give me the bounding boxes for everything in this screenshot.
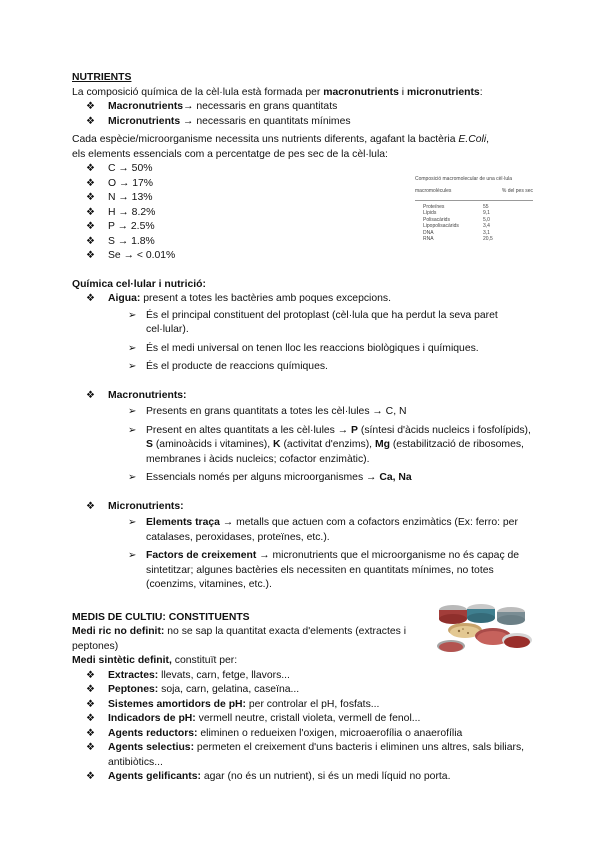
diamond-bullet-icon: ❖ <box>86 192 95 203</box>
diamond-bullet-icon: ❖ <box>86 293 95 304</box>
diamond-bullet-icon: ❖ <box>86 771 95 782</box>
table-row: Lipopolisacàrids 3,4 <box>423 223 490 229</box>
table-row: Lípids 9,1 <box>423 210 490 216</box>
sub-item: ➢ Elements traça → metalls que actuen com a cofactors enzimàtics (Ex: ferro: per catalases, peroxidases, proteïnes, etc.). <box>128 517 518 543</box>
diamond-bullet-icon: ❖ <box>86 115 95 127</box>
quimica-heading: Química cel·lular i nutrició: <box>72 278 206 290</box>
list-item: ❖ Agents reductors: eliminen o redueixen l'oxigen, microaerofília o anaerofília <box>72 727 532 742</box>
nutrients-intro: La composició química de la cèl·lula està formada per macronutrients i micronutrients: <box>72 86 483 98</box>
list-item: ❖ Agents selectius: permeten el creixement d'uns bacteris i eliminen uns altres, sals biliars, antibiòtics... <box>86 742 525 768</box>
sub-item: ➢ És el principal constituent del protoplast (cèl·lula que ha perdut la seva paret cel·lular). <box>128 309 498 335</box>
ecoli-paragraph: Cada espècie/microorganisme necessita uns nutrients diferents, agafant la bactèria E.Coli, <box>72 134 490 145</box>
petri-dish <box>439 614 467 624</box>
table-figure-title: Composició macromolecular de una cèl·lula <box>415 176 512 182</box>
list-item: ❖ Aigua: present a totes les bactèries amb poques excepcions. <box>72 292 532 307</box>
sub-item: ➢ Factors de creixement → micronutrients que el microorganisme no és capaç de sintetitzar; algunes bactèries els necessiten en quantitats mínimes, no totes (coenzims, vitamines, etc.). <box>128 550 520 590</box>
element-item: ❖ S → 1.8% <box>72 235 532 250</box>
petri-dishes-photo <box>433 600 533 656</box>
arrow-bullet-icon: ➢ <box>128 309 137 321</box>
list-item: ❖ Agents gelificants: agar (no és un nutrient), si és un medi líquid no porta. <box>72 770 532 785</box>
element-item: ❖ C → 50% <box>72 162 532 177</box>
diamond-bullet-icon: ❖ <box>86 684 95 695</box>
table-figure-header: macromolècules % del pes sec <box>415 184 533 201</box>
petri-dish <box>467 613 495 623</box>
table-row: RNA 20,5 <box>423 236 493 242</box>
list-item: ❖ Extractes: llevats, carn, fetge, llavors... <box>72 669 532 684</box>
list-item: ❖ Micronutrients: <box>72 500 532 515</box>
element-item: ❖ Se → < 0.01% <box>72 249 532 264</box>
petri-dish <box>504 636 530 648</box>
diamond-bullet-icon: ❖ <box>86 713 95 724</box>
list-item: ❖ Micronutrients → necessaris en quantitats mínimes <box>72 115 532 130</box>
diamond-bullet-icon: ❖ <box>86 250 95 261</box>
diamond-bullet-icon: ❖ <box>86 101 95 112</box>
arrow-bullet-icon: ➢ <box>128 424 137 436</box>
ecoli-paragraph-line2: els elements essencials com a percentatge de pes sec de la cèl·lula: <box>72 148 388 160</box>
element-item: ❖ N → 13% <box>72 191 532 206</box>
sub-item: ➢ És el producte de reaccions químiques. <box>72 360 532 375</box>
diamond-bullet-icon: ❖ <box>86 221 95 232</box>
diamond-bullet-icon: ❖ <box>86 698 95 710</box>
list-item: ❖ Sistemes amortidors de pH: per controlar el pH, fosfats... <box>72 698 532 713</box>
petri-dish <box>497 615 525 625</box>
diamond-bullet-icon: ❖ <box>86 389 95 401</box>
table-row: Proteïnes 55 <box>423 203 489 210</box>
medi-sintetic-paragraph: Medi sintètic definit, constituït per: <box>72 655 238 666</box>
element-item: ❖ P → 2.5% <box>72 220 532 235</box>
list-item: ❖ Indicadors de pH: vermell neutre, cristall violeta, vermell de fenol... <box>72 712 532 727</box>
arrow-bullet-icon: ➢ <box>128 472 137 483</box>
arrow-bullet-icon: ➢ <box>128 517 137 528</box>
diamond-bullet-icon: ❖ <box>86 163 95 174</box>
sub-item: ➢ Presents en grans quantitats a totes les cèl·lules → C, N <box>72 405 532 420</box>
arrow-bullet-icon: ➢ <box>128 361 137 372</box>
diamond-bullet-icon: ❖ <box>86 500 95 512</box>
arrow-bullet-icon: ➢ <box>128 342 137 354</box>
diamond-bullet-icon: ❖ <box>86 206 95 218</box>
macromolecular-table-figure <box>415 176 533 264</box>
sub-item: ➢ És el medi universal on tenen lloc les reaccions biològiques i químiques. <box>72 342 532 357</box>
element-item: ❖ O → 17% <box>72 177 532 192</box>
list-item: ❖ Macronutrients→ necessaris en grans quantitats <box>72 100 532 115</box>
sub-item: ➢ Present en altes quantitats a les cèl·lules → P (síntesi d'àcids nucleics i fosfolípids), S (aminoàcids i vitamines), K (activitat d'enzims), Mg (estabilització de ribosomes, membranes i àcids nucleics; cofactor enzimàtic). <box>128 424 531 465</box>
diamond-bullet-icon: ❖ <box>86 669 95 681</box>
arrow-bullet-icon: ➢ <box>128 550 137 561</box>
table-row: Polisacàrids 5,0 <box>423 216 490 223</box>
arrow-bullet-icon: ➢ <box>128 406 137 417</box>
diamond-bullet-icon: ❖ <box>86 235 95 247</box>
list-item: ❖ Macronutrients: <box>72 389 532 404</box>
sub-item: ➢ Essencials només per alguns microorganismes → Ca, Na <box>72 471 532 486</box>
diamond-bullet-icon: ❖ <box>86 177 95 189</box>
element-item: ❖ H → 8.2% <box>72 206 532 221</box>
diamond-bullet-icon: ❖ <box>86 742 95 753</box>
medis-heading: MEDIS DE CULTIU: CONSTITUENTS <box>72 611 250 623</box>
diamond-bullet-icon: ❖ <box>86 727 95 739</box>
medi-ric-paragraph: Medi ric no definit: no se sap la quantitat exacta d'elements (extractes i peptones) <box>72 626 407 652</box>
table-row: DNA 3,1 <box>423 229 490 236</box>
list-item: ❖ Peptones: soja, carn, gelatina, caseïna... <box>72 683 532 698</box>
nutrients-heading: NUTRIENTS <box>72 72 132 83</box>
petri-dish <box>439 642 463 652</box>
